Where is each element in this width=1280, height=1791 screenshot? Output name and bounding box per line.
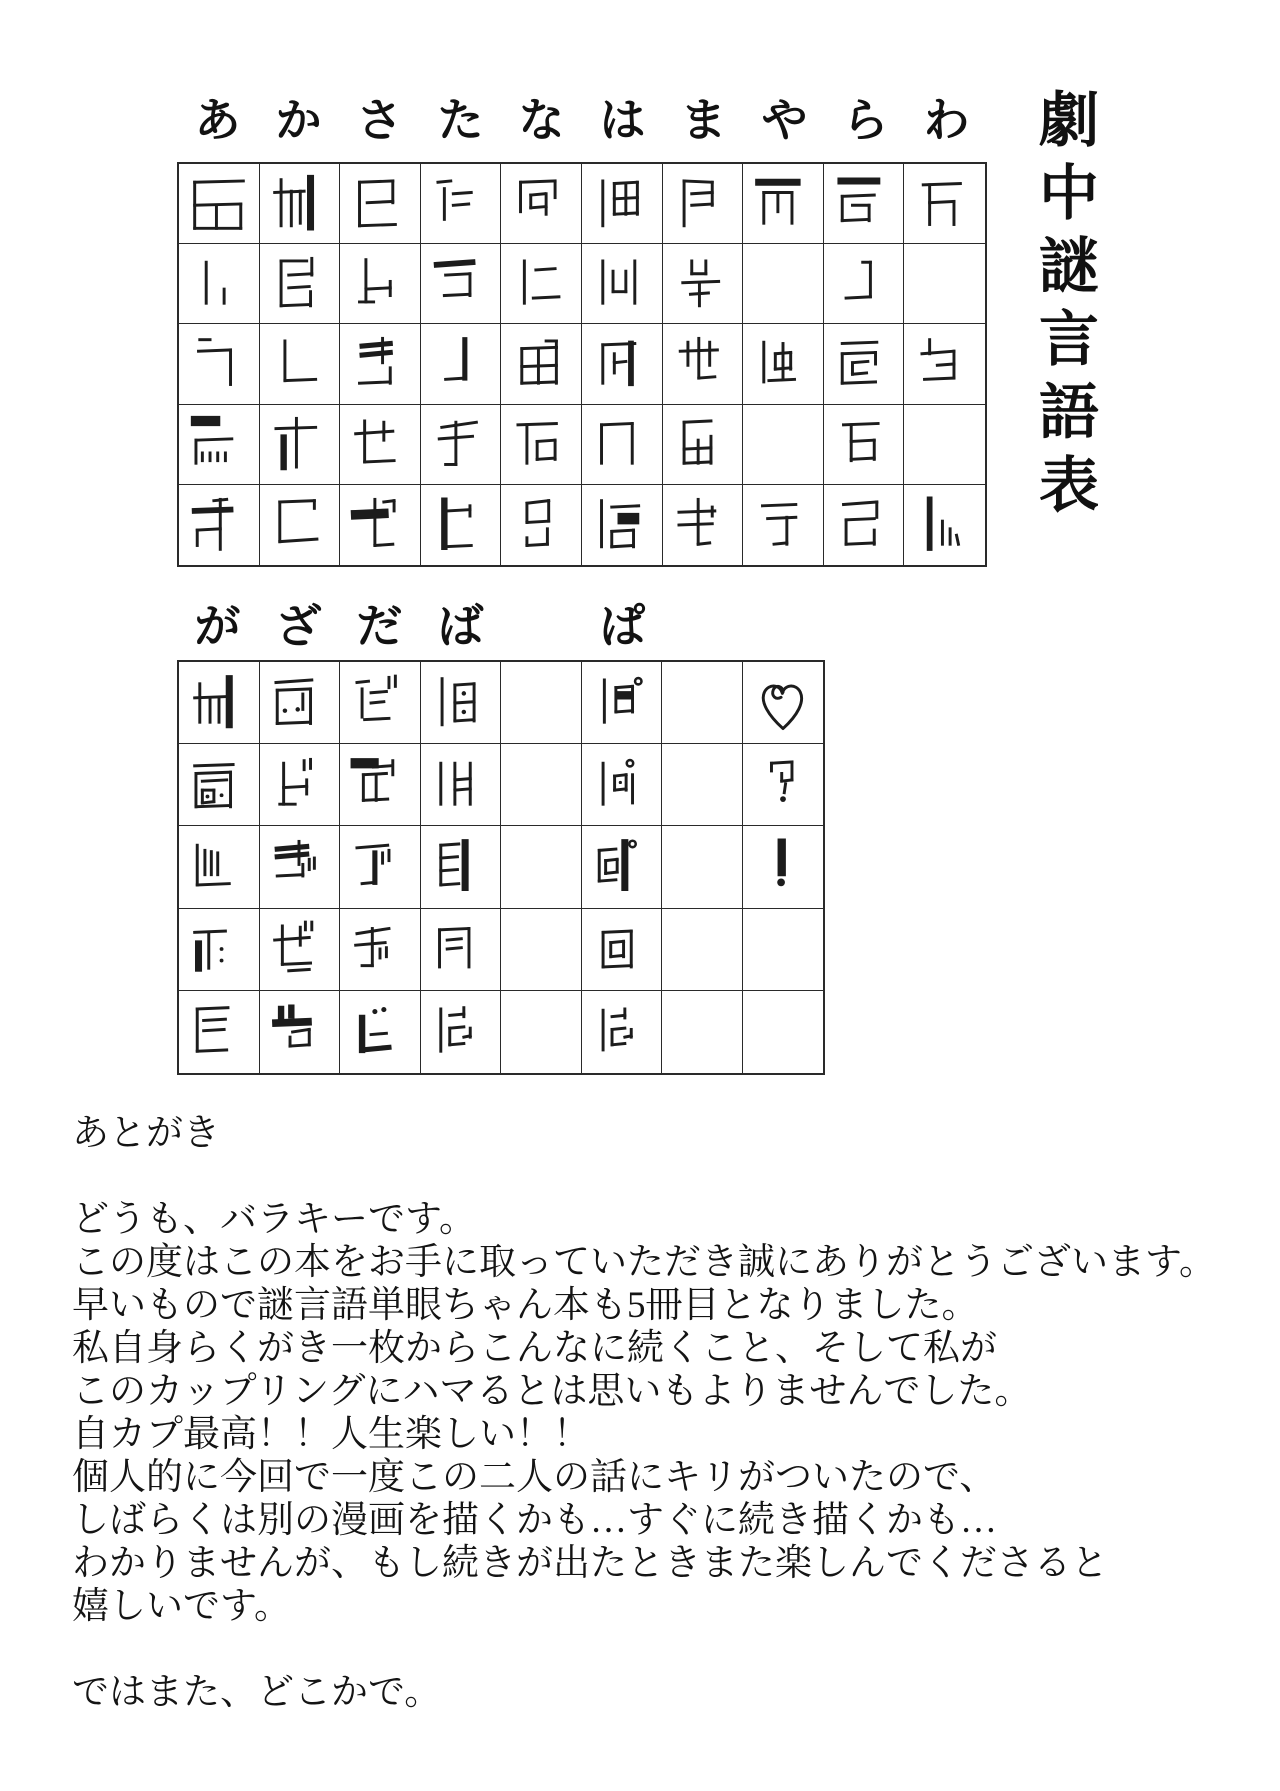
afterword-line: あとがき [72,1113,220,1154]
cipher-cell-！ [743,826,824,908]
cipher-cell-よ [743,485,824,565]
cipher-cell-か [260,164,341,244]
cipher-cell-お [179,485,260,565]
kana-column-header-な: な [518,95,565,146]
cipher-cell-と [421,485,502,565]
page-title: 劇中謎言語表 [1031,88,1097,526]
main-cipher-table [177,162,987,567]
cipher-cell-ろ [824,485,905,565]
cipher-cell-ね [501,405,582,485]
cipher-cell-ゆ [743,324,824,404]
cipher-cell-え [179,405,260,485]
kana-column-header-ぱ: ぱ [599,601,646,652]
cipher-cell-empty [501,909,582,991]
afterword-line: わかりませんが、もし続きが出たときまた楽しんでくださると [72,1543,1108,1584]
cipher-cell-べ [421,909,502,991]
dakuten-cipher-table [177,660,825,1075]
cipher-cell-ぼ [421,991,502,1073]
cipher-cell-ば [421,662,502,744]
cipher-cell-empty [501,826,582,908]
cipher-cell-ち [421,244,502,324]
afterword-line: このカップリングにハマるとは思いもよりませんでした。 [72,1371,1032,1412]
cipher-cell-み [663,244,744,324]
afterword-line [72,1155,1242,1198]
cipher-cell-ど [340,991,421,1073]
kana-column-header-ざ: ざ [275,601,322,652]
cipher-cell-ぺ [582,909,663,991]
kana-column-header-た: た [437,95,484,146]
cipher-cell-ぽ [582,991,663,1073]
cipher-cell-empty [662,909,743,991]
cipher-cell-ま [663,164,744,244]
afterword-line: しばらくは別の漫画を描くかも…すぐに続き描くかも… [72,1500,997,1541]
cipher-cell-い [179,244,260,324]
cipher-cell-り [824,244,905,324]
kana-column-header-ば: ば [437,601,484,652]
cipher-cell-で [340,909,421,991]
cipher-cell-あ [179,164,260,244]
cipher-cell-な [501,164,582,244]
cipher-cell-が [179,662,260,744]
cipher-cell-は [582,164,663,244]
kana-column-header-か: か [275,95,322,146]
cipher-cell-empty [743,909,824,991]
cipher-cell-ず [260,826,341,908]
cipher-cell-empty [904,405,985,485]
cipher-cell-に [501,244,582,324]
afterword-line: ではまた、どこかで。 [72,1672,442,1713]
cipher-cell-empty [743,244,824,324]
cipher-cell-げ [179,909,260,991]
cipher-cell-ざ [260,662,341,744]
cipher-cell-ぬ [501,324,582,404]
cipher-cell-empty [662,744,743,826]
cipher-cell-empty [501,744,582,826]
kana-column-header-さ: さ [356,95,403,146]
cipher-cell-む [663,324,744,404]
cipher-cell-び [421,744,502,826]
cipher-cell-empty [501,991,582,1073]
cipher-cell-さ [340,164,421,244]
cipher-cell-じ [260,744,341,826]
cipher-cell-へ [582,405,663,485]
cipher-cell-る [824,324,905,404]
afterword-line: 嬉しいです。 [72,1586,292,1627]
cipher-cell-ぢ [340,744,421,826]
afterword-line: 私自身らくがき一枚からこんなに続くこと、そして私が [72,1328,997,1369]
kana-column-header-だ: だ [356,601,403,652]
cipher-cell-め [663,405,744,485]
cipher-cell-empty [662,662,743,744]
cipher-cell-empty [904,244,985,324]
cipher-cell-こ [260,485,341,565]
cipher-cell-ぎ [179,744,260,826]
afterword-line: どうも、バラキーです。 [72,1199,477,1240]
afterword-line: この度はこの本をお手に取っていただき誠にありがとうございます。 [72,1242,1217,1283]
cipher-cell-empty [501,662,582,744]
cipher-cell-empty [743,991,824,1073]
cipher-cell-ひ [582,244,663,324]
cipher-cell-も [663,485,744,565]
cipher-cell-そ [340,485,421,565]
cipher-cell-を [904,324,985,404]
cipher-cell-つ [421,324,502,404]
cipher-cell-ぐ [179,826,260,908]
cipher-cell-わ [904,164,985,244]
main-table-kana-header-row [177,86,987,148]
cipher-cell-づ [340,826,421,908]
cipher-cell-♡ [743,662,824,744]
cipher-cell-き [260,244,341,324]
cipher-cell-せ [340,405,421,485]
kana-column-header-が: が [194,601,241,652]
cipher-cell-ふ [582,324,663,404]
afterword-line: 個人的に今回で一度この二人の話にキリがついたので、 [72,1457,997,1498]
kana-column-header-ら: ら [842,95,889,146]
cipher-cell-だ [340,662,421,744]
afterword-line [72,1628,1242,1671]
cipher-cell-れ [824,405,905,485]
cipher-cell-ご [179,991,260,1073]
kana-column-header-や: や [761,95,808,146]
cipher-cell-ぞ [260,991,341,1073]
afterword-text [72,1112,1242,1714]
kana-column-header-わ: わ [923,95,970,146]
cipher-cell-け [260,405,341,485]
afterword-line: 自カプ最高！！人生楽しい！！ [72,1414,590,1455]
cipher-cell-ん [904,485,985,565]
cipher-cell-ぶ [421,826,502,908]
cipher-cell-？ [743,744,824,826]
dakuten-table-kana-header-row [177,594,825,652]
cipher-cell-や [743,164,824,244]
cipher-cell-empty [662,826,743,908]
cipher-cell-う [179,324,260,404]
cipher-cell-empty [743,405,824,485]
cipher-cell-ら [824,164,905,244]
kana-column-header-ま: ま [680,95,727,146]
cipher-cell-ぱ [582,662,663,744]
cipher-cell-て [421,405,502,485]
cipher-cell-く [260,324,341,404]
cipher-cell-ぷ [582,826,663,908]
cipher-cell-す [340,324,421,404]
kana-column-header-あ: あ [194,95,241,146]
cipher-cell-の [501,485,582,565]
cipher-cell-し [340,244,421,324]
kana-column-header-は: は [599,95,646,146]
cipher-cell-ぴ [582,744,663,826]
afterword-line: 早いもので謎言語単眼ちゃん本も5冊目となりました。 [72,1285,979,1326]
cipher-cell-ほ [582,485,663,565]
cipher-cell-た [421,164,502,244]
cipher-cell-ぜ [260,909,341,991]
cipher-cell-empty [662,991,743,1073]
